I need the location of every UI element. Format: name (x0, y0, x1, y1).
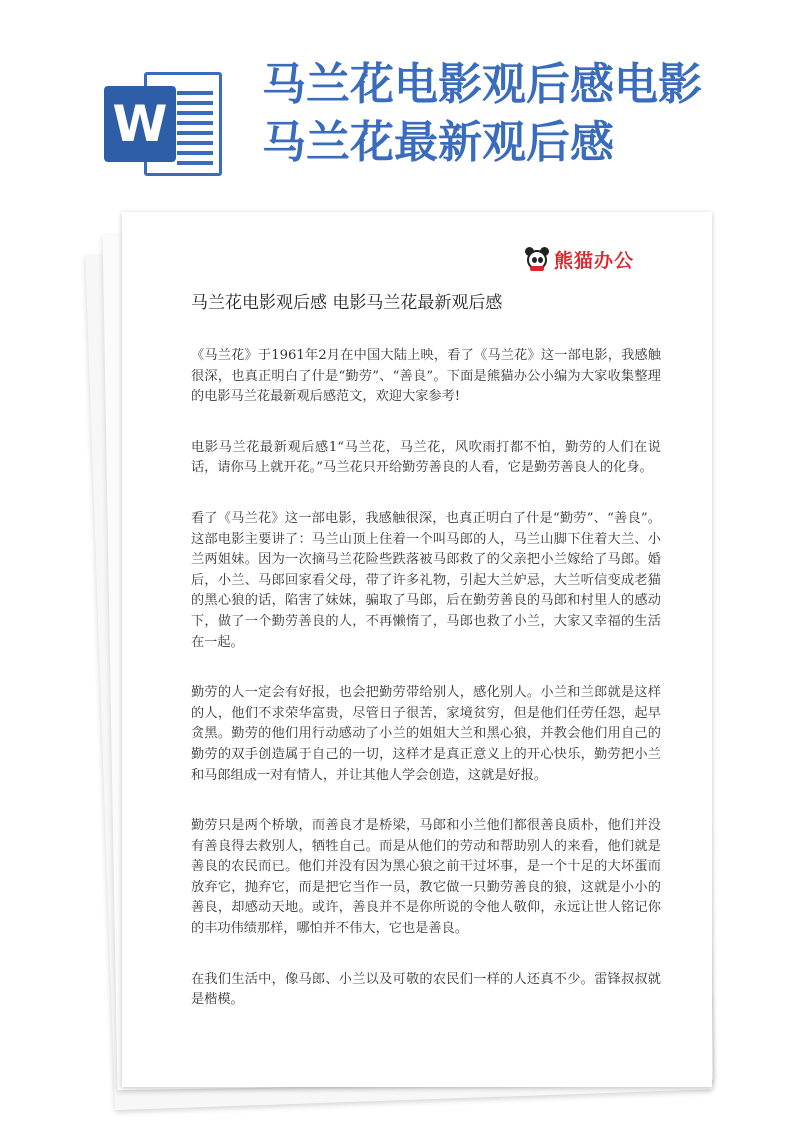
paragraph: 在我们生活中，像马郎、小兰以及可敬的农民们一样的人还真不少。雷锋叔叔就是楷模。 (191, 971, 661, 1008)
paragraph: 《马兰花》于1961年2月在中国大陆上映，看了《马兰花》这一部电影，我感触很深，也真正明白了什是“勤劳”、“善良”。下面是熊猫办公小编为大家收集整理的电影马兰花最新观后感范文，欢迎大家参考! (191, 348, 661, 405)
word-badge: W (104, 86, 176, 162)
brand-logo-text: 熊猫办公 (554, 249, 635, 272)
page-title-line-2: 马兰花最新观后感 (262, 117, 614, 168)
paragraph: 勤劳的人一定会有好报，也会把勤劳带给别人，感化别人。小兰和兰郎就是这样的人，他们不求荣华富贵，尽管日子很苦，家境贫穷，但是他们任劳任怨，起早贪黑。勤劳的他们用行动感动了小兰的姐姐大兰和黑心狼，并教会他们用自己的勤劳的双手创造属于自己的一切，这样才是真正意义上的开心快乐，勤劳把小兰和马郎组成一对有情人，并让其他人学会创造，这就是好报。 (191, 685, 661, 783)
page-header (0, 0, 800, 230)
word-document-icon (104, 72, 222, 176)
document-body (191, 346, 661, 1041)
document-title: 马兰花电影观后感 电影马兰花最新观后感 (191, 293, 503, 313)
paragraph: 勤劳只是两个桥墩，而善良才是桥梁，马郎和小兰他们都很善良质朴，他们并没有善良得去救别人，牺牲自己。而是从他们的劳动和帮助别人的来看，他们就是善良的农民而已。他们并没有因为黑心狼之前干过坏事，是一个十足的大坏蛋而放弃它，抛弃它，而是把它当作一员，教它做一只勤劳善良的狼，这就是小小的善良，却感动天地。或许，善良并不是你所说的令他人敬仰，永远让世人铭记你的丰功伟绩那样，哪怕并不伟大，它也是善良。 (191, 818, 661, 937)
panda-icon (524, 246, 550, 272)
paragraph: 电影马兰花最新观后感1“马兰花，马兰花，风吹雨打都不怕，勤劳的人们在说话，请你马上就开花。”马兰花只开给勤劳善良的人看，它是勤劳善良人的化身。 (191, 439, 661, 476)
page-title-line-1: 马兰花电影观后感电影 (262, 59, 702, 110)
brand-logo (524, 244, 634, 274)
document-page (122, 212, 712, 1087)
paragraph: 看了《马兰花》这一部电影，我感触很深，也真正明白了什是“勤劳”、“善良”。这部电影主要讲了：马兰山顶上住着一个叫马郎的人，马兰山脚下住着大兰、小兰两姐妹。因为一次摘马兰花险些跌落被马郎救了的父亲把小兰嫁给了马郎。婚后，小兰、马郎回家看父母，带了许多礼物，引起大兰妒忌，大兰听信变成老猫的黑心狼的话，陷害了妹妹，骗取了马郎，后在勤劳善良的马郎和村里人的感动下，做了一个勤劳善良的人，不再懒惰了，马郎也救了小兰，大家又幸福的生活在一起。 (191, 510, 661, 650)
page-title (262, 56, 782, 172)
